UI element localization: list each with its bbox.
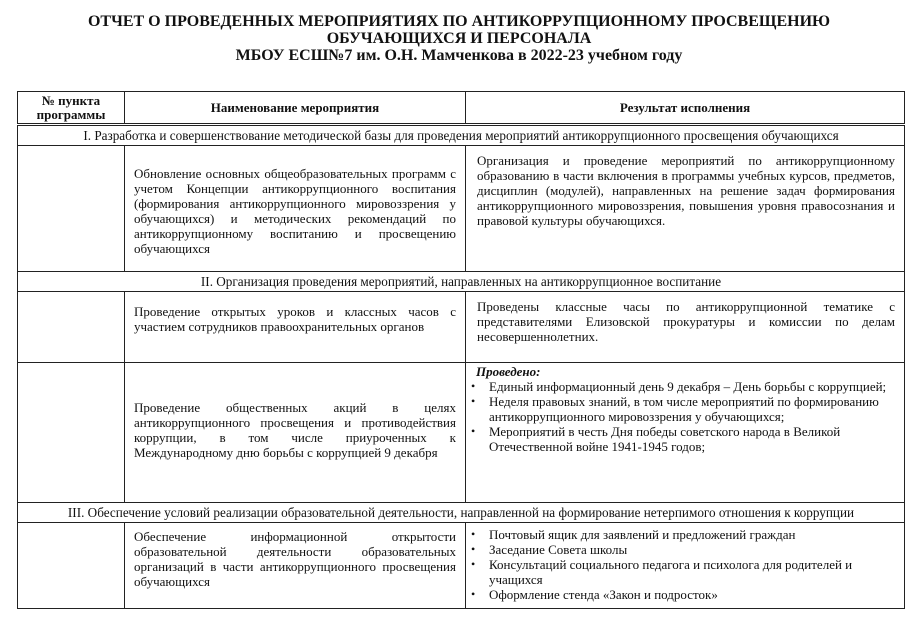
row-number-cell xyxy=(18,292,125,363)
list-item xyxy=(468,379,895,394)
bullet-icon: • xyxy=(471,424,476,438)
section-1-title: I. Разработка и совершенствование методической базы для проведения мероприятий антикоррупционного просвещения обучающихся xyxy=(18,125,905,146)
section-row xyxy=(18,125,905,146)
list-item-text: Неделя правовых знаний, в том числе мероприятий по формированию антикоррупционного мировоззрения у обучающихся; xyxy=(489,394,879,424)
list-item xyxy=(468,424,895,454)
bullet-icon: • xyxy=(471,542,476,556)
section-row xyxy=(18,272,905,292)
bullet-icon: • xyxy=(471,379,476,393)
list-item-text: Мероприятий в честь Дня победы советского народа в Великой Отечественной войне 1941-1945 годов; xyxy=(489,424,841,454)
list-item xyxy=(468,394,895,424)
event-cell xyxy=(125,292,466,363)
header-number: № пункта программы xyxy=(18,92,125,125)
header-result: Результат исполнения xyxy=(466,92,905,125)
event-text: Обеспечение информационной открытости образовательной деятельности образовательных организаций в части антикоррупционного просвещения обучающихся xyxy=(134,529,456,589)
list-item-text: Оформление стенда «Закон и подросток» xyxy=(489,587,718,602)
list-item-text: Единый информационный день 9 декабря – День борьбы с коррупцией; xyxy=(489,379,887,394)
event-cell xyxy=(125,523,466,609)
row-number-cell xyxy=(18,523,125,609)
event-text: Обновление основных общеобразовательных программ с учетом Концепции антикоррупционного воспитания (формирования антикоррупционного мировоззрения у обучающихся) и методических рекомендаций по антикоррупционному воспитанию и просвещению обучающихся xyxy=(134,166,456,256)
event-cell xyxy=(125,363,466,503)
result-heading: Проведено: xyxy=(476,364,541,379)
table-row xyxy=(18,146,905,272)
bullet-icon: • xyxy=(471,557,476,571)
list-item xyxy=(468,527,895,542)
event-cell xyxy=(125,146,466,272)
header-event: Наименование мероприятия xyxy=(125,92,466,125)
list-item xyxy=(468,587,895,602)
list-item-text: Заседание Совета школы xyxy=(489,542,628,557)
title-line-2: ОБУЧАЮЩИХСЯ И ПЕРСОНАЛА xyxy=(326,30,592,47)
document-title xyxy=(0,13,918,64)
table-row xyxy=(18,523,905,609)
row-number-cell xyxy=(18,146,125,272)
result-text: Организация и проведение мероприятий по антикоррупционному образованию в части включения в программы учебных курсов, предметов, дисциплин (модулей), направленных на решение задач формирования антикоррупционного мировоззрения, повышения уровня правосознания и правовой культуры обучающихся. xyxy=(477,153,895,228)
result-cell xyxy=(466,363,905,503)
report-table xyxy=(17,91,905,609)
section-row xyxy=(18,503,905,523)
result-cell xyxy=(466,146,905,272)
result-cell xyxy=(466,523,905,609)
title-line-1: ОТЧЕТ О ПРОВЕДЕННЫХ МЕРОПРИЯТИЯХ ПО АНТИКОРРУПЦИОННОМУ ПРОСВЕЩЕНИЮ xyxy=(87,13,831,30)
bullet-icon: • xyxy=(471,527,476,541)
section-2-title: II. Организация проведения мероприятий, направленных на антикоррупционное воспитание xyxy=(18,272,905,292)
event-text: Проведение общественных акций в целях антикоррупционного просвещения и противодействия коррупции, в том числе приуроченных к Международному дню борьбы с коррупцией 9 декабря xyxy=(134,399,456,460)
table-row xyxy=(18,363,905,503)
result-list xyxy=(468,527,895,602)
list-item xyxy=(468,542,895,557)
result-text: Проведены классные часы по антикоррупционной тематике с представителями Елизовской прокуратуры и комиссии по делам несовершеннолетних. xyxy=(477,299,895,344)
list-item-text: Почтовый ящик для заявлений и предложений граждан xyxy=(489,527,796,542)
bullet-icon: • xyxy=(471,587,476,601)
bullet-icon: • xyxy=(471,394,476,408)
event-text: Проведение открытых уроков и классных часов с участием сотрудников правоохранительных органов xyxy=(134,304,456,334)
list-item-text: Консультаций социального педагога и психолога для родителей и учащихся xyxy=(489,557,853,587)
header-row xyxy=(18,92,905,125)
section-3-title: III. Обеспечение условий реализации образовательной деятельности, направленной на формирование нетерпимого отношения к коррупции xyxy=(18,503,905,523)
table-row xyxy=(18,292,905,363)
result-cell xyxy=(466,292,905,363)
title-line-3: МБОУ ЕСШ№7 им. О.Н. Мамченкова в 2022-23 учебном году xyxy=(235,47,683,64)
list-item xyxy=(468,557,895,587)
result-list xyxy=(468,379,895,454)
row-number-cell xyxy=(18,363,125,503)
